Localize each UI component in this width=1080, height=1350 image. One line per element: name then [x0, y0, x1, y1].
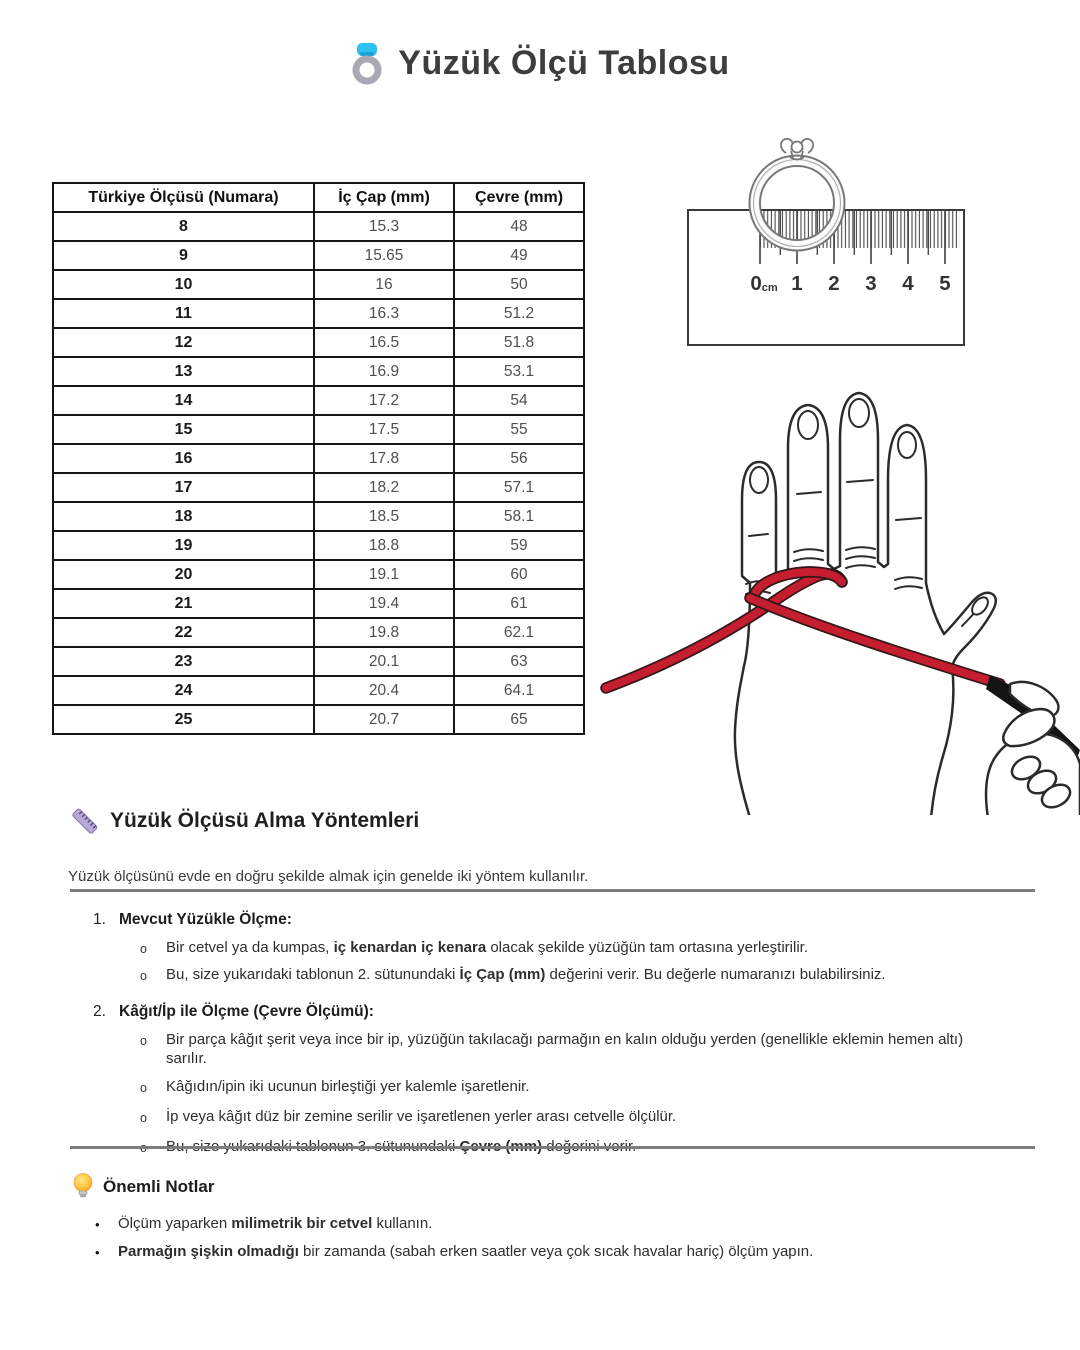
table-row: [53, 589, 584, 618]
inner-diameter-cell: 20.4: [314, 676, 454, 705]
ruler-label: 1: [791, 272, 803, 295]
inner-diameter-cell: 20.1: [314, 647, 454, 676]
method-item-head: [93, 910, 1008, 930]
bullet-text: [166, 1107, 676, 1128]
circumference-cell: 54: [454, 386, 584, 415]
notes-list: [95, 1214, 995, 1262]
circumference-cell: 58.1: [454, 502, 584, 531]
inner-diameter-cell: 19.4: [314, 589, 454, 618]
method-title: Mevcut Yüzükle Ölçme:: [119, 911, 292, 928]
notes-section-header: [72, 1172, 214, 1202]
method-bullet: [140, 1077, 1008, 1098]
size-cell: 22: [53, 618, 314, 647]
note-item: [95, 1242, 995, 1262]
bullet-marker: o: [140, 1034, 147, 1048]
list-number: 2.: [93, 1003, 106, 1020]
text-segment: Kâğıdın/ipin iki ucunun birleştiği yer kalemle işaretlenir.: [166, 1078, 530, 1095]
column-header: Türkiye Ölçüsü (Numara): [53, 183, 314, 212]
table-row: [53, 270, 584, 299]
table-row: [53, 415, 584, 444]
table-row: [53, 647, 584, 676]
size-cell: 20: [53, 560, 314, 589]
table-header-row: [53, 183, 584, 212]
table-row: [53, 241, 584, 270]
divider: [70, 889, 1035, 892]
inner-diameter-cell: 15.3: [314, 212, 454, 241]
method-bullet: [140, 938, 1008, 959]
method-bullet: [140, 965, 1008, 986]
table-row: [53, 444, 584, 473]
text-segment: iç kenardan iç kenara: [333, 939, 487, 956]
circumference-cell: 48: [454, 212, 584, 241]
hand-string-illustration: [590, 368, 1080, 815]
bullet-marker: o: [140, 1081, 147, 1095]
methods-section-header: [70, 806, 419, 836]
bullet-marker: o: [140, 942, 147, 956]
page-header: [0, 40, 1080, 86]
bullet-marker: o: [140, 1111, 147, 1125]
intro-text: Yüzük ölçüsünü evde en doğru şekilde almak için genelde iki yöntem kullanılır.: [68, 868, 589, 885]
table-row: [53, 386, 584, 415]
bullet-marker: o: [140, 969, 147, 983]
inner-diameter-cell: 17.2: [314, 386, 454, 415]
circumference-cell: 59: [454, 531, 584, 560]
table-row: [53, 502, 584, 531]
circumference-cell: 60: [454, 560, 584, 589]
bullet-text: [166, 1077, 530, 1098]
ruler-label: 3: [865, 272, 877, 295]
text-segment: Parmağın şişkin olmadığı: [118, 1243, 299, 1260]
column-header: İç Çap (mm): [314, 183, 454, 212]
circumference-cell: 61: [454, 589, 584, 618]
table-row: [53, 560, 584, 589]
ring-size-table: [52, 182, 585, 735]
size-cell: 11: [53, 299, 314, 328]
bullet-text: [166, 1030, 1008, 1068]
table-row: [53, 328, 584, 357]
text-segment: kullanın.: [372, 1215, 433, 1232]
table-row: [53, 473, 584, 502]
size-cell: 23: [53, 647, 314, 676]
bullet-marker: •: [95, 1217, 100, 1232]
table-row: [53, 357, 584, 386]
size-cell: 14: [53, 386, 314, 415]
size-cell: 12: [53, 328, 314, 357]
ruler-unit: cm: [761, 282, 778, 294]
circumference-cell: 64.1: [454, 676, 584, 705]
note-text: [118, 1242, 813, 1262]
text-segment: İç Çap (mm): [459, 966, 546, 983]
method-bullets: [93, 1030, 1008, 1158]
bullet-text: [166, 965, 886, 986]
method-bullet: [140, 1030, 1008, 1068]
text-segment: olacak şekilde yüzüğün tam ortasına yerleştirilir.: [486, 939, 808, 956]
note-text: [118, 1214, 432, 1234]
method-item: [93, 910, 1008, 986]
inner-diameter-cell: 15.65: [314, 241, 454, 270]
inner-diameter-cell: 16.3: [314, 299, 454, 328]
inner-diameter-cell: 17.8: [314, 444, 454, 473]
text-segment: Ölçüm yaparken: [118, 1215, 232, 1232]
size-cell: 15: [53, 415, 314, 444]
size-cell: 21: [53, 589, 314, 618]
text-segment: İp veya kâğıt düz bir zemine serilir ve işaretlenen yerler arası cetvelle ölçülür.: [166, 1108, 677, 1125]
circumference-cell: 56: [454, 444, 584, 473]
table-row: [53, 705, 584, 734]
method-item: [93, 1002, 1008, 1158]
table-row: [53, 212, 584, 241]
inner-diameter-cell: 18.8: [314, 531, 454, 560]
size-cell: 16: [53, 444, 314, 473]
size-cell: 13: [53, 357, 314, 386]
circumference-cell: 62.1: [454, 618, 584, 647]
circumference-cell: 57.1: [454, 473, 584, 502]
circumference-cell: 55: [454, 415, 584, 444]
list-number: 1.: [93, 911, 106, 928]
lightbulb-icon: [72, 1172, 94, 1202]
size-cell: 9: [53, 241, 314, 270]
text-segment: bir zamanda (sabah erken saatler veya çok sıcak havalar hariç) ölçüm yapın.: [298, 1243, 814, 1260]
inner-diameter-cell: 16.5: [314, 328, 454, 357]
ruler-label: 0: [750, 272, 762, 295]
inner-diameter-cell: 18.2: [314, 473, 454, 502]
size-cell: 10: [53, 270, 314, 299]
method-bullets: [93, 938, 1008, 986]
method-bullet: [140, 1107, 1008, 1128]
note-item: [95, 1214, 995, 1234]
methods-list: [93, 910, 1008, 1158]
table-row: [53, 676, 584, 705]
size-cell: 24: [53, 676, 314, 705]
bullet-text: [166, 938, 808, 959]
inner-diameter-cell: 16.9: [314, 357, 454, 386]
notes-heading: Önemli Notlar: [103, 1177, 215, 1196]
circumference-cell: 51.8: [454, 328, 584, 357]
circumference-cell: 65: [454, 705, 584, 734]
helper-hand: [986, 682, 1080, 815]
circumference-cell: 53.1: [454, 357, 584, 386]
ruler-label: 4: [902, 272, 914, 295]
text-segment: Bu, size yukarıdaki tablonun 2. sütunundaki: [166, 966, 460, 983]
table-row: [53, 299, 584, 328]
divider: [70, 1146, 1035, 1149]
ruler-label: 5: [939, 272, 951, 295]
ruler-label: 2: [828, 272, 840, 295]
size-cell: 17: [53, 473, 314, 502]
column-header: Çevre (mm): [454, 183, 584, 212]
inner-diameter-cell: 19.8: [314, 618, 454, 647]
method-item-head: [93, 1002, 1008, 1022]
methods-heading: Yüzük Ölçüsü Alma Yöntemleri: [110, 809, 420, 832]
text-segment: milimetrik bir cetvel: [231, 1215, 373, 1232]
ruler-icon: [70, 806, 100, 836]
size-cell: 8: [53, 212, 314, 241]
size-cell: 25: [53, 705, 314, 734]
size-cell: 18: [53, 502, 314, 531]
ring-on-ruler-illustration: [640, 126, 980, 366]
size-cell: 19: [53, 531, 314, 560]
circumference-cell: 50: [454, 270, 584, 299]
circumference-cell: 63: [454, 647, 584, 676]
bullet-marker: •: [95, 1245, 100, 1260]
text-segment: Bir cetvel ya da kumpas,: [166, 939, 334, 956]
inner-diameter-cell: 17.5: [314, 415, 454, 444]
page-title: Yüzük Ölçü Tablosu: [398, 43, 730, 82]
text-segment: değerini verir. Bu değerle numaranızı bulabilirsiniz.: [545, 966, 886, 983]
ring-with-gem-icon: [350, 40, 384, 86]
method-title: Kâğıt/İp ile Ölçme (Çevre Ölçümü):: [119, 1003, 374, 1020]
inner-diameter-cell: 20.7: [314, 705, 454, 734]
table-row: [53, 618, 584, 647]
inner-diameter-cell: 18.5: [314, 502, 454, 531]
circumference-cell: 49: [454, 241, 584, 270]
circumference-cell: 51.2: [454, 299, 584, 328]
inner-diameter-cell: 19.1: [314, 560, 454, 589]
text-segment: Bir parça kâğıt şerit veya ince bir ip, yüzüğün takılacağı parmağın en kalın olduğu yerden (genellikle eklemin hemen altı) sarılır.: [166, 1031, 964, 1067]
inner-diameter-cell: 16: [314, 270, 454, 299]
table-row: [53, 531, 584, 560]
